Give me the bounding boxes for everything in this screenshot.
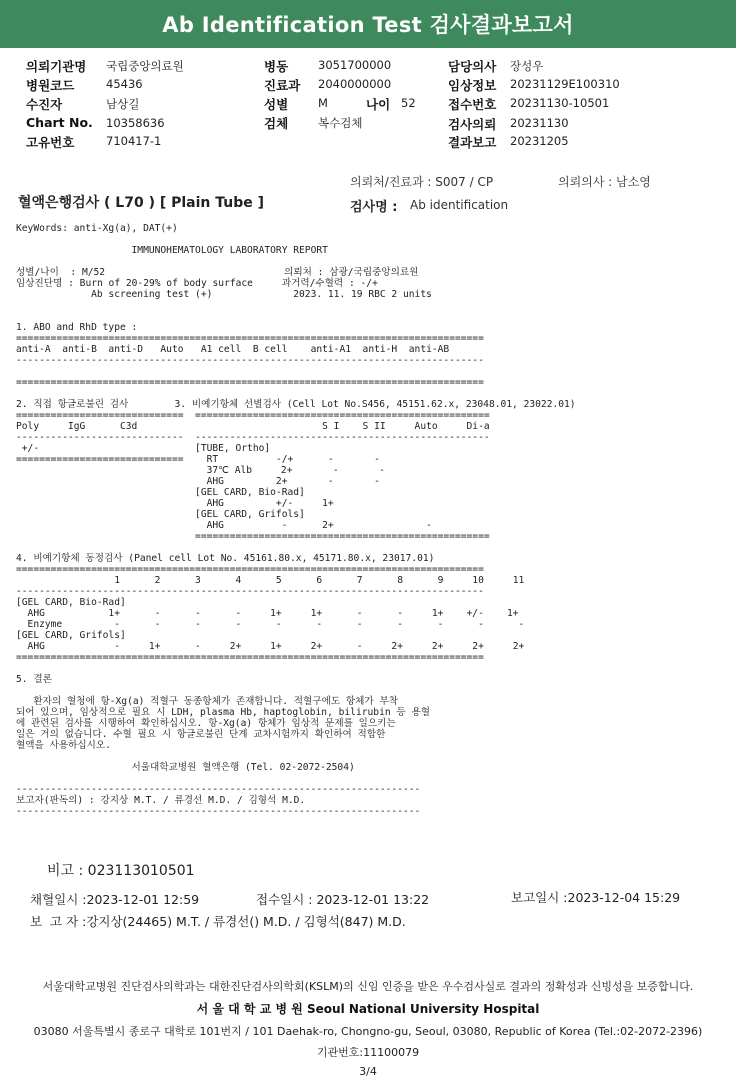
header-label: 병동 [264,59,289,74]
report-line: Poly IgG C3d S I S II Auto Di-a [16,421,490,432]
report-line: KeyWords: anti-Xg(a), DAT(+) [16,223,178,234]
header-label: 검체 [264,116,289,131]
age-label: 나이 [366,97,391,112]
header-value: 20231205 [510,134,569,148]
report-line: 환자의 혈청에 항-Xg(a) 적혈구 동종항체가 존재합니다. 적혈구에도 항체가 부착 [16,696,398,707]
report-line: ================================================================================= [16,564,484,575]
header-label: 의뢰기관명 [26,59,87,74]
header-value: 45436 [106,77,143,91]
report-line: anti-A anti-B anti-D Auto A1 cell B cell anti-A1 anti-H anti-AB [16,344,450,355]
report-line: [GEL CARD, Bio-Rad] [16,487,305,498]
footer-certification: 서울대학교병원 진단검사의학과는 대한진단검사의학회(KSLM)의 신임 인증을 받은 우수검사실로 결과의 정확성과 신빙성을 보증합니다. [42,980,694,993]
report-line: IMMUNOHEMATOLOGY LABORATORY REPORT [16,245,328,256]
report-line: AHG - 1+ - 2+ 1+ 2+ - 2+ 2+ 2+ 2+ [16,641,525,652]
header-value: 20231129E100310 [510,77,620,91]
report-line: [GEL CARD, Grifols] [16,630,126,641]
header-value: 20231130-10501 [510,96,610,110]
report-line: [GEL CARD, Grifols] [16,509,305,520]
footer-page-number: 3/4 [359,1065,377,1078]
report-line: ================================================================================= [16,377,484,388]
header-value: 2040000000 [318,77,392,91]
footer [0,978,736,1078]
report-line: =================================================== [16,531,490,542]
report-title: Ab Identification Test 검사결과보고서 [162,13,574,37]
header-value: 3051700000 [318,58,392,72]
report-line [16,751,728,762]
header-label: 접수번호 [448,97,497,112]
report-line: 5. 결론 [16,674,52,685]
header-label: 임상정보 [448,78,497,93]
header-value: 10358636 [106,116,165,130]
report-line [16,388,728,399]
report-line [16,773,728,784]
report-line: ================================================================================= [16,652,484,663]
header-value: M [318,96,328,110]
report-line: 1 2 3 4 5 6 7 8 9 10 11 [16,575,525,586]
header-label: 담당의사 [448,59,497,74]
report-line [16,256,728,267]
section-title: 혈액은행검사 ( L70 ) [ Plain Tube ] [18,195,265,211]
report-line [16,663,728,674]
report-line: AHG - 2+ - [16,520,432,531]
report-line [16,685,728,696]
report-line: 2. 직접 항글로불린 검사 3. 비예기항체 선별검사 (Cell Lot No.S456, 45151.62.x, 23048.01, 23022.01) [16,399,576,410]
request-dept: 의뢰처/진료과 : S007 / CP [350,175,494,189]
report-line: +/- [TUBE, Ortho] [16,443,271,454]
report-line: Ab screening test (+) 2023. 11. 19 RBC 2 units [16,289,432,300]
reported-time: 보고일시 :2023-12-04 15:29 [511,890,681,905]
header-value: 710417-1 [106,134,162,148]
header-label: 성별 [264,97,289,112]
header-label: 결과보고 [448,135,497,150]
remarks: 비고 : 023113010501 [47,863,195,879]
header-value: 20231130 [510,116,569,130]
reporter-list: 보 고 자 :강지상(24465) M.T. / 류경선() M.D. / 김형석(847) M.D. [30,914,406,929]
header-label: Chart No. [26,115,93,130]
report-line: ----------------------------- --------------------------------------------------- [16,432,490,443]
report-line: 에 관련된 검사를 시행하여 확인하십시오. 항-Xg(a) 항체가 임상적 문제를 일으키는 [16,718,396,729]
age-value: 52 [401,96,416,110]
report-line: AHG 1+ - - - 1+ 1+ - - 1+ +/- 1+ [16,608,519,619]
report-line: ============================= RT -/+ - - [16,454,380,465]
report-line: ================================================================================= [16,333,484,344]
report-line [16,542,728,553]
report-line: [GEL CARD, Bio-Rad] [16,597,126,608]
report-line: --------------------------------------------------------------------------------- [16,355,484,366]
header-label: 검사의뢰 [448,117,497,132]
header-value: 남상길 [106,97,140,111]
header-value: 복수검체 [318,116,363,130]
received-time: 접수일시 : 2023-12-01 13:22 [256,892,430,907]
collected-time: 채혈일시 :2023-12-01 12:59 [30,892,200,907]
report-line: 되어 있으며, 임상적으로 필요 시 LDH, plasma Hb, haptoglobin, bilirubin 등 용혈 [16,707,430,718]
report-line: Enzyme - - - - - - - - - - - [16,619,525,630]
report-line: ============================= =================================================== [16,410,490,421]
test-name-value: Ab identification [410,198,509,212]
report-line: AHG +/- 1+ [16,498,334,509]
header-label: 병원코드 [26,78,75,93]
report-line: 일은 거의 없습니다. 수혈 필요 시 항글로불린 단계 교차시험까지 확인하여 적합한 [16,729,386,740]
report-line [16,300,728,311]
footer-institution-no: 기관번호:11100079 [316,1046,420,1059]
footer-address: 03080 서울특별시 종로구 대학로 101번지 / 101 Daehak-ro, Chongno-gu, Seoul, 03080, Republic of Korea (Tel.:02-2072-2396) [33,1025,703,1038]
report-body [16,223,728,833]
request-doctor: 의뢰의사 : 남소영 [558,175,651,189]
report-line: 임상진단명 : Burn of 20-29% of body surface 과거력/수혈력 : -/+ [16,278,378,289]
report-line: 4. 비예기항체 동정검사 (Panel cell Lot No. 45161.80.x, 45171.80.x, 23017.01) [16,553,435,564]
report-line: ---------------------------------------------------------------------- [16,806,421,817]
test-name-label: 검사명 : [350,200,398,215]
header-label: 진료과 [264,78,301,93]
report-line: 서울대학교병원 혈액은행 (Tel. 02-2072-2504) [16,762,355,773]
header-label: 수진자 [26,97,63,112]
report-title-banner [0,0,736,48]
report-line: 혈액을 사용하십시오. [16,740,111,751]
report-line: 37℃ Alb 2+ - - [16,465,385,476]
report-line: 보고자(판독의) : 강지상 M.T. / 류경선 M.D. / 김형석 M.D. [16,795,306,806]
report-line: --------------------------------------------------------------------------------- [16,586,484,597]
header-label: 고유번호 [26,135,75,150]
header-value: 장성우 [510,59,544,73]
report-line: AHG 2+ - - [16,476,380,487]
report-line: 성별/나이 : M/52 의뢰처 : 삼광/국립중앙의료원 [16,267,419,278]
report-line [16,311,728,322]
report-line [16,366,728,377]
report-line [16,234,728,245]
report-line: 1. ABO and RhD type : [16,322,138,333]
header-value: 국립중앙의료원 [106,59,184,73]
report-line: ---------------------------------------------------------------------- [16,784,421,795]
footer-hospital: 서 울 대 학 교 병 원 Seoul National University Hospital [196,1002,540,1016]
